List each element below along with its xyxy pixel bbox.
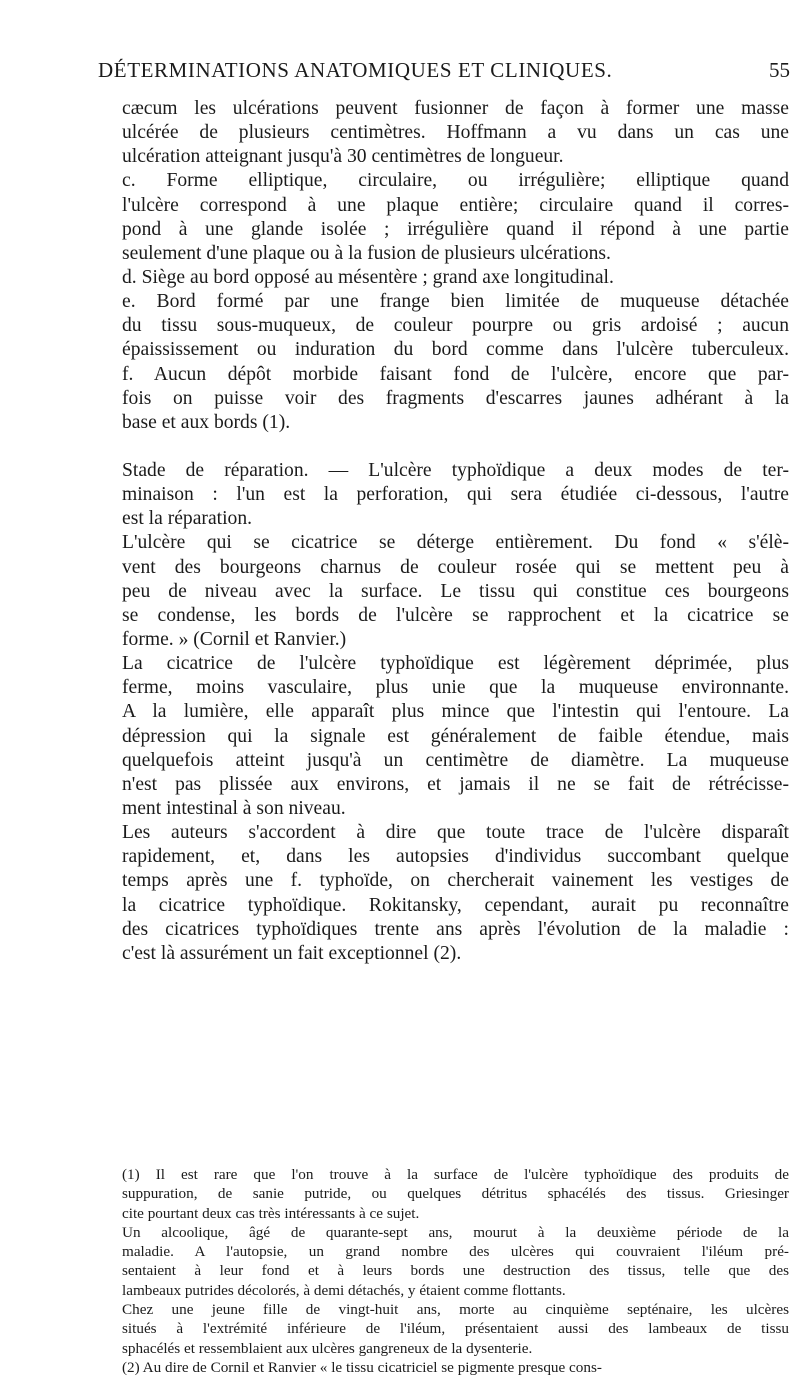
text-line: c. Forme elliptique, circulaire, ou irrégulière; elliptique quand [122, 170, 789, 192]
page-number: 55 [769, 58, 790, 82]
footnote-line: sentaient à leur fond et à leurs bords une destruction des tissus, telle que des [122, 1262, 789, 1280]
paragraph-gap [122, 435, 789, 459]
text-line: rapidement, et, dans les autopsies d'individus succombant quelque [122, 846, 789, 868]
text-line: Stade de réparation. — L'ulcère typhoïdique a deux modes de ter- [122, 459, 789, 481]
body-text [122, 97, 789, 966]
text-line: quelquefois atteint jusqu'à un centimètre de diamètre. La muqueuse [122, 749, 789, 771]
text-line: f. Aucun dépôt morbide faisant fond de l'ulcère, encore que par- [122, 363, 789, 385]
text-line: dépression qui la signale est généralement de faible étendue, mais [122, 725, 789, 747]
running-title: DÉTERMINATIONS ANATOMIQUES ET CLINIQUES. [98, 58, 613, 82]
text-line: ulcération atteignant jusqu'à 30 centimètres de longueur. [122, 146, 564, 168]
text-line: temps après une f. typhoïde, on chercherait vainement les vestiges de [122, 870, 789, 892]
text-line: la cicatrice typhoïdique. Rokitansky, cependant, aurait pu reconnaître [122, 894, 789, 916]
footnote-line: suppuration, de sanie putride, ou quelques détritus sphacélés des tissus. Griesinger [122, 1185, 789, 1203]
text-line: e. Bord formé par une frange bien limitée de muqueuse détachée [122, 291, 789, 313]
text-line: vent des bourgeons charnus de couleur rosée qui se mettent peu à [122, 556, 789, 578]
text-line: forme. » (Cornil et Ranvier.) [122, 628, 347, 650]
text-line: Les auteurs s'accordent à dire que toute trace de l'ulcère disparaît [122, 822, 789, 844]
text-line: La cicatrice de l'ulcère typhoïdique est légèrement déprimée, plus [122, 653, 789, 675]
text-line: c'est là assurément un fait exceptionnel (2). [122, 942, 462, 964]
text-line: pond à une glande isolée ; irrégulière quand il répond à une partie [122, 218, 789, 240]
footnotes [122, 1165, 789, 1377]
text-line: cæcum les ulcérations peuvent fusionner de façon à former une masse [122, 98, 789, 119]
text-line: l'ulcère correspond à une plaque entière; circulaire quand il corres- [122, 194, 789, 216]
text-line: est la réparation. [122, 508, 253, 530]
text-line: L'ulcère qui se cicatrice se déterge entièrement. Du fond « s'élè- [122, 532, 789, 554]
footnote-line: Chez une jeune fille de vingt-huit ans, morte au cinquième septénaire, les ulcères [122, 1301, 789, 1319]
footnote-line: maladie. A l'autopsie, un grand nombre des ulcères qui couvraient l'iléum pré- [122, 1243, 789, 1261]
text-line: ulcérée de plusieurs centimètres. Hoffmann a vu dans un cas une [122, 122, 789, 144]
text-line: A la lumière, elle apparaît plus mince que l'intestin qui l'entoure. La [122, 701, 789, 723]
text-line: peu de niveau avec la surface. Le tissu qui constitue ces bourgeons [122, 580, 789, 602]
footnote-line: lambeaux putrides décolorés, à demi détachés, y étaient comme flottants. [122, 1281, 566, 1299]
text-line: du tissu sous-muqueux, de couleur pourpre ou gris ardoisé ; aucun [122, 315, 789, 337]
text-line: des cicatrices typhoïdiques trente ans après l'évolution de la maladie : [122, 918, 789, 940]
text-line: seulement d'une plaque ou à la fusion de plusieurs ulcérations. [122, 242, 611, 264]
footnote-line: situés à l'extrémité inférieure de l'iléum, présentaient aussi des lambeaux de tissu [122, 1320, 789, 1338]
text-line: base et aux bords (1). [122, 411, 291, 433]
text-line: d. Siège au bord opposé au mésentère ; grand axe longitudinal. [122, 266, 614, 288]
running-head [98, 58, 790, 88]
text-line: n'est pas plissée aux environs, et jamais il ne se fait de rétrécisse- [122, 773, 789, 795]
text-line: ment intestinal à son niveau. [122, 797, 346, 819]
text-line: épaississement ou induration du bord comme dans l'ulcère tuberculeux. [122, 339, 789, 361]
text-line: minaison : l'un est la perforation, qui sera étudiée ci-dessous, l'autre [122, 484, 789, 506]
footnote-line: cite pourtant deux cas très intéressants à ce sujet. [122, 1204, 420, 1222]
text-line: se condense, les bords de l'ulcère se rapprochent et la cicatrice se [122, 604, 789, 626]
text-line: fois on puisse voir des fragments d'escarres jaunes adhérant à la [122, 387, 789, 409]
text-line: ferme, moins vasculaire, plus unie que la muqueuse environnante. [122, 677, 789, 699]
footnote-line: (1) Il est rare que l'on trouve à la surface de l'ulcère typhoïdique des produits de [122, 1166, 789, 1183]
footnote-line: sphacélés et ressemblaient aux ulcères gangreneux de la dysenterie. [122, 1339, 533, 1357]
footnote-line: (2) Au dire de Cornil et Ranvier « le tissu cicatriciel se pigmente presque cons- [122, 1358, 602, 1376]
footnote-line: Un alcoolique, âgé de quarante-sept ans, mourut à la deuxième période de la [122, 1223, 789, 1241]
